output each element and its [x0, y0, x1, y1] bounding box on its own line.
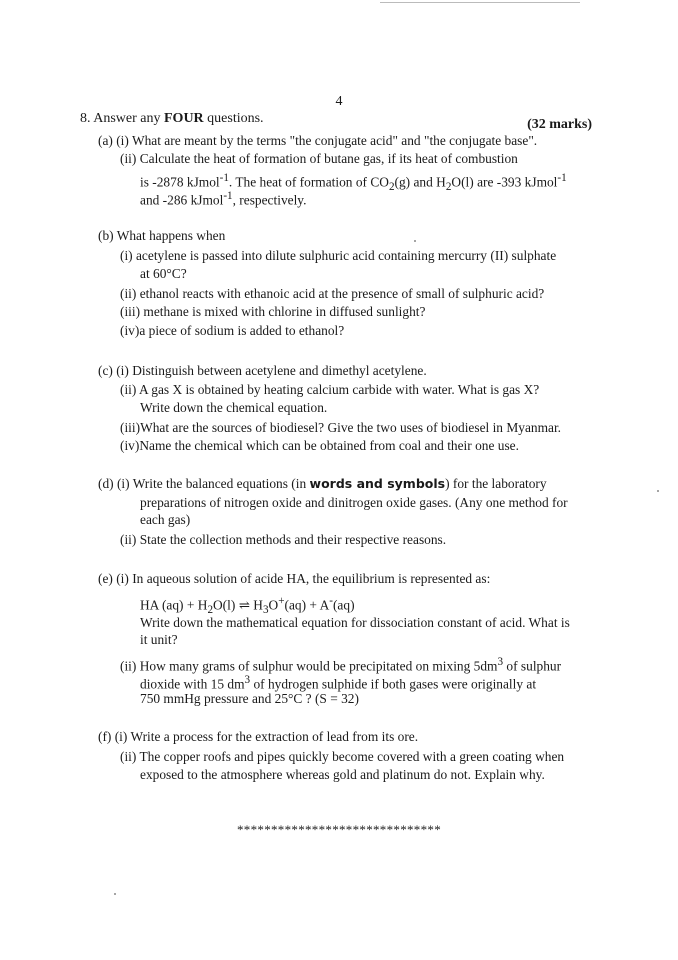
eq-f: (aq): [332, 597, 355, 613]
sup-neg1b: -1: [557, 172, 567, 184]
b-iv: (iv)a piece of sodium is added to ethanol?: [120, 323, 345, 338]
a-ii-line3: [140, 187, 306, 209]
eq-e: (aq) + A: [284, 597, 330, 613]
e-ii-line3: 750 mmHg pressure and 25°C ? (S = 32): [140, 691, 359, 706]
c-iv: (iv)Name the chemical which can be obtained from coal and their one use.: [120, 438, 519, 453]
instruction-bold: FOUR: [164, 111, 204, 126]
instruction-post: questions.: [203, 111, 264, 126]
d-i-l1-bold: words and symbols: [309, 476, 446, 491]
eq-sup-minus: -: [329, 595, 333, 607]
d-i-l1-post: ) for the laboratory: [445, 476, 547, 491]
b-iii: (iii) methane is mixed with chlorine in diffused sunlight?: [120, 304, 426, 319]
sub-2b: 2: [445, 181, 452, 194]
eq-c: H: [249, 597, 263, 613]
eq-d: O: [268, 597, 279, 613]
e-ii-l2-b: of hydrogen sulphide if both gases were originally at: [250, 676, 537, 692]
scan-speck: [657, 490, 659, 492]
d-i-l1-pre: (d) (i) Write the balanced equations (in: [98, 476, 310, 491]
scan-edge-line: [380, 2, 580, 3]
e-i-line3: Write down the mathematical equation for dissociation constant of acid. What is: [140, 615, 570, 630]
b-i-line1: (i) acetylene is passed into dilute sulphuric acid containing mercurry (II) sulphate: [120, 248, 557, 263]
e-ii-l1-b: of sulphur: [503, 658, 562, 674]
e-sup3b: 3: [244, 674, 251, 686]
scan-speck: [414, 240, 416, 242]
e-i-line1: (e) (i) In aqueous solution of acide HA, the equilibrium is represented as:: [98, 571, 491, 586]
b-ii: (ii) ethanol reacts with ethanoic acid at the presence of small of sulphuric acid?: [120, 286, 545, 301]
d-i-line1: [98, 475, 547, 493]
sup-neg1c: -1: [223, 190, 233, 202]
equilibrium-arrow-icon: ⇌: [238, 597, 250, 613]
end-marker: ******************************: [237, 822, 441, 837]
b-i-line2: at 60°C?: [140, 266, 187, 281]
page-number: 4: [335, 94, 343, 109]
d-i-line3: each gas): [140, 512, 191, 527]
eq-a: HA (aq) + H: [140, 597, 208, 613]
instruction-pre: Answer any: [93, 111, 164, 126]
marks-label: (32 marks): [527, 117, 592, 132]
eq-sub3: 3: [262, 604, 269, 617]
a-ii-l3-a: and -286 kJmol: [140, 192, 224, 208]
c-ii-line2: Write down the chemical equation.: [140, 400, 328, 415]
a-ii-line1: (ii) Calculate the heat of formation of butane gas, if its heat of combustion: [120, 151, 518, 166]
question-header: [80, 110, 592, 132]
eq-sup-plus: +: [278, 595, 285, 607]
a-ii-l2-b: . The heat of formation of CO: [228, 174, 389, 190]
b-head: (b) What happens when: [98, 228, 226, 243]
e-ii-l1-a: (ii) How many grams of sulphur would be precipitated on mixing 5dm: [120, 658, 498, 674]
f-ii-line2: exposed to the atmosphere whereas gold and platinum do not. Explain why.: [140, 767, 545, 782]
question-number: 8.: [80, 111, 91, 126]
f-i: (f) (i) Write a process for the extraction of lead from its ore.: [98, 729, 419, 744]
scan-speck: [114, 893, 116, 895]
a-ii-l2-d: O(l) are -393 kJmol: [451, 174, 558, 190]
a-ii-l3-b: , respectively.: [232, 192, 307, 208]
d-i-line2: preparations of nitrogen oxide and dinitrogen oxide gases. (Any one method for: [140, 495, 568, 510]
e-sup3: 3: [497, 656, 504, 668]
e-i-line4: it unit?: [140, 632, 178, 647]
eq-sub2: 2: [207, 604, 214, 617]
sup-neg1: -1: [219, 172, 229, 184]
a-i: (a) (i) What are meant by the terms "the conjugate acid" and "the conjugate base".: [98, 133, 538, 148]
a-ii-l2-c: (g) and H: [394, 174, 446, 190]
a-ii-l2-a: is -2878 kJmol: [140, 174, 220, 190]
sub-2: 2: [388, 181, 395, 194]
f-ii-line1: (ii) The copper roofs and pipes quickly become covered with a green coating when: [120, 749, 565, 764]
eq-b: O(l): [213, 597, 239, 613]
c-iii: (iii)What are the sources of biodiesel? Give the two uses of biodiesel in Myanmar.: [120, 420, 562, 435]
c-ii-line1: (ii) A gas X is obtained by heating calcium carbide with water. What is gas X?: [120, 382, 540, 397]
d-ii: (ii) State the collection methods and their respective reasons.: [120, 532, 447, 547]
e-ii-l2-a: dioxide with 15 dm: [140, 676, 245, 692]
c-i: (c) (i) Distinguish between acetylene and dimethyl acetylene.: [98, 363, 427, 378]
